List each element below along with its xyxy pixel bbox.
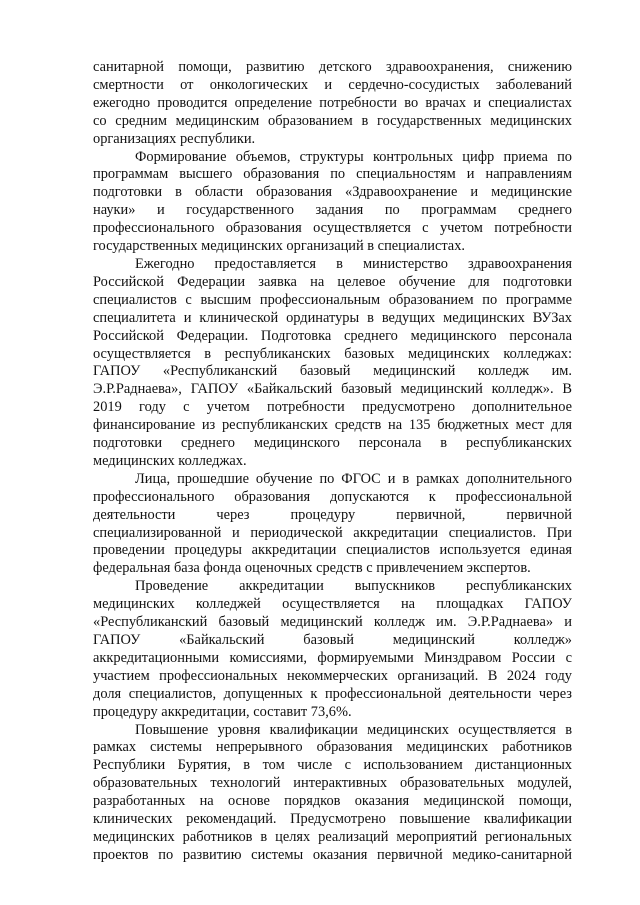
paragraph xyxy=(93,722,572,865)
text-line: медицинских работников в целях реализаций мероприятий региональных xyxy=(93,828,572,845)
text-line: Э.Р.Раднаева», ГАПОУ «Байкальский базовый медицинский колледж». В xyxy=(93,381,572,398)
text-line: профессионального образования допускаются к профессиональной xyxy=(93,488,572,505)
text-line: ГАПОУ «Республиканский базовый медицинский колледж им. xyxy=(93,363,572,380)
text-line: Формирование объемов, структуры контрольных цифр приема по xyxy=(135,148,572,165)
text-line: подготовки среднего медицинского персонала в республиканских xyxy=(93,435,572,452)
paragraph xyxy=(93,256,572,471)
text-line: «Республиканский базовый медицинский колледж им. Э.Р.Раднаева» и xyxy=(93,614,572,631)
paragraph xyxy=(93,471,572,578)
text-line: медицинских колледжах. xyxy=(93,452,247,469)
text-line: образовательных технологий интерактивных образовательных модулей, xyxy=(93,775,572,792)
text-line: участием профессиональных некоммерческих организаций. В 2024 году xyxy=(93,667,572,684)
text-line: клинических рекомендаций. Предусмотрено повышение квалификации xyxy=(93,811,572,828)
text-line: Республики Бурятия, в том числе с использованием дистанционных xyxy=(93,757,572,774)
text-line: смертности от онкологических и сердечно-сосудистых заболеваний xyxy=(93,76,572,93)
text-line: программам высшего образования по специальностям и направлениям xyxy=(93,166,572,183)
text-line: специализированной и периодической аккредитации специалистов. При xyxy=(93,524,572,541)
text-line: Проведение аккредитации выпускников республиканских xyxy=(135,578,572,595)
text-line: Ежегодно предоставляется в министерство здравоохранения xyxy=(135,255,572,272)
document-body xyxy=(93,59,572,865)
text-line: федеральная база фонда оценочных средств с привлечением экспертов. xyxy=(93,560,531,577)
text-line: осуществляется в республиканских базовых медицинских колледжах: xyxy=(93,345,572,362)
text-line: Российской Федерации. Подготовка среднего медицинского персонала xyxy=(93,327,572,344)
text-line: санитарной помощи, развитию детского здравоохранения, снижению xyxy=(93,59,572,75)
text-line: профессионального образования осуществляется с учетом потребности xyxy=(93,220,572,237)
text-line: специалитета и клинической ординатуры в ведущих медицинских ВУЗах xyxy=(93,309,572,326)
text-line: разработанных на основе порядков оказания медицинской помощи, xyxy=(93,793,572,810)
text-line: специалистов с высшим профессиональным образованием по программе xyxy=(93,291,572,308)
text-line: 2019 году с учетом потребности предусмотрено дополнительное xyxy=(93,399,572,416)
text-line: со средним медицинским образованием в государственных медицинских xyxy=(93,112,572,129)
text-line: финансирование из республиканских средств на 135 бюджетных мест для xyxy=(93,417,572,434)
paragraph xyxy=(93,59,572,149)
text-line: ГАПОУ «Байкальский базовый медицинский колледж» xyxy=(93,632,572,648)
text-line: медицинских колледжей осуществляется на площадках ГАПОУ xyxy=(93,596,572,613)
text-line: Повышение уровня квалификации медицинских осуществляется в xyxy=(135,721,572,738)
paragraph xyxy=(93,149,572,256)
text-line: проведении процедуры аккредитации специалистов используется единая xyxy=(93,542,572,559)
paragraph xyxy=(93,578,572,721)
text-line: доля специалистов, допущенных к профессиональной деятельности через xyxy=(93,685,572,702)
text-line: деятельности через процедуру первичной, первичной xyxy=(93,506,572,523)
text-line: подготовки в области образования «Здравоохранение и медицинские xyxy=(93,184,572,201)
text-line: государственных медицинских организаций в специалистах. xyxy=(93,238,465,255)
text-line: Лица, прошедшие обучение по ФГОС и в рамках дополнительного xyxy=(135,470,572,487)
text-line: процедуру аккредитации, составит 73,6%. xyxy=(93,703,352,720)
text-line: рамках системы непрерывного образования медицинских работников xyxy=(93,739,572,756)
text-line: организациях республики. xyxy=(93,130,256,147)
text-line: Российской Федерации заявка на целевое обучение для подготовки xyxy=(93,273,572,290)
text-line: ежегодно проводится определение потребности во врачах и специалистах xyxy=(93,94,572,111)
text-line: аккредитационными комиссиями, формируемыми Минздравом России с xyxy=(93,649,572,666)
text-line: проектов по развитию системы оказания первичной медико-санитарной xyxy=(93,846,572,863)
text-line: науки» и государственного задания по программам среднего xyxy=(93,202,572,219)
